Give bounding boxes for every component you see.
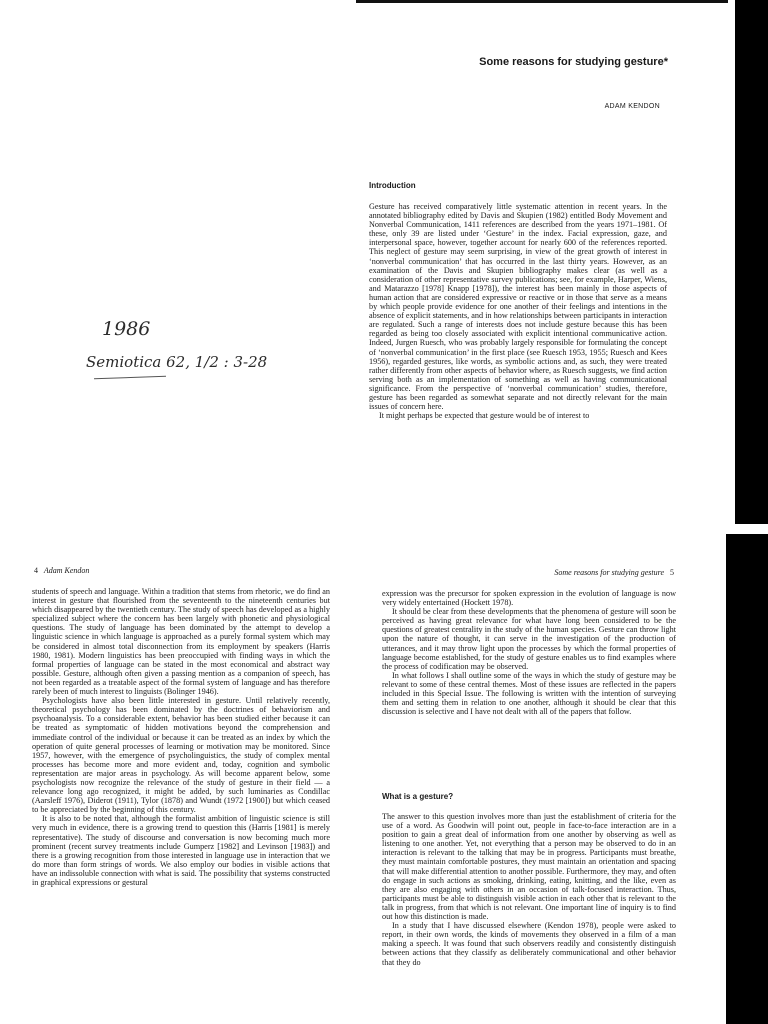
- right-running-head: [382, 568, 674, 577]
- paragraph: It is also to be noted that, although the formalist ambition of linguistic science is still very much in evidence, there is a growing trend to question this (Harris [1981] is merely representative). The study of discourse and conversation is now becoming much more prominent (recent survey treatments include Gumperz [1982] and Levinson [1983]) and there is a growing recognition from those interested in language use in interaction that we do more than form strings of words. We also employ our bodies in visible actions that have an indissoluble connection with what is said. The possibility that systems constructed in graphical expressions or gestural: [32, 814, 330, 887]
- paragraph: Gesture has received comparatively little systematic attention in recent years. In the annotated bibliography edited by Davis and Skupien (1982) entitled Body Movement and Nonverbal Communication, 1411 references are described from the years 1971–1981. Of these, only 39 are listed under ‘Gesture’ in the index. Facial expression, gaze, and interpersonal space, however, together account for nearly 600 of the references reported. This neglect of gesture may seem surprising, in view of the great growth of interest in ‘nonverbal communication’ that has occurred in the last thirty years. However, as an examination of the Davis and Skupien bibliography makes clear (as well as a consideration of other representative survey publications; see, for example, Harper, Wiens, and Matarazzo [1978] Knapp [1978]), the interest has been mainly in those aspects of human action that are considered expressive or reactive or in those that serve as a means by which people provide evidence for one another of their feelings and intentions in the absence of explicit statements, and in how relationships between participants in interaction are regulated. Such a range of interests does not include gesture because this has been regarded as being too closely associated with explicit intentional communicative action. Indeed, Jurgen Ruesch, who was probably largely responsible for formulating the concept of ‘nonverbal communication’ in the first place (see Ruesch 1953, 1955; Ruesch and Kees 1956), regarded gestures, like words, as symbolic actions and, as such, they were treated rather differently from other aspects of behavior where, as Ruesch suggests, we find action serving both as an implementation of something as well as having communicational significance. From the perspective of ‘nonverbal communication’ studies, therefore, gesture has been regarded as somewhat separate and not directly relevant for the main issues of concern here.: [369, 202, 667, 412]
- paragraph: The answer to this question involves more than just the establishment of criteria for the use of a word. As Goodwin will point out, people in face-to-face interaction are in a position to gain a great deal of information from one another by observing as well as listening to one another. Yet, not everything that a person may be observed to do in an interaction is relevant to the talking that may be in progress. Participants must breathe, they must maintain comfortable postures, they must maintain an orientation and spacing that will make differential attention to another possible. Furthermore, they may, and often do engage in such actions as smoking, drinking, eating, knitting, and the like, even as they are also engaging with others in an occasion of talk-focused interaction. Thus, participants must be able to distinguish visible action in each other that is relevant to the talk in progress, from that which is not relevant. One important line of inquiry is to find out how this distinction is made.: [382, 812, 676, 922]
- paragraph: It should be clear from these developments that the phenomena of gesture will soon be perceived as having great relevance for what have long been considered to be the questions of greatest centrality in the study of the human species. Gesture can throw light upon the nature of thought, it can serve in the investigation of the production of utterances, and it may throw light upon the processes by which the formal properties of language become established, for the study of gesture enables us to find examples where the process of codification may be observed.: [382, 607, 676, 671]
- page-top-rule: [356, 0, 728, 3]
- gesture-heading: What is a gesture?: [382, 792, 454, 801]
- paragraph: In a study that I have discussed elsewhere (Kendon 1978), people were asked to report, in their own words, the kinds of movements they observed in a film of a man making a speech. It was found that such observers readily and consistently distinguish between actions that they classify as deliberately communicational and other behavior that they do: [382, 921, 676, 967]
- right-page-body-b: [382, 812, 676, 1024]
- article-title: Some reasons for studying gesture*: [479, 56, 668, 68]
- handwritten-citation: Semiotica 62, 1/2 : 3-28: [86, 353, 268, 371]
- scan-edge-bar-bottom: [726, 534, 768, 1024]
- paragraph: It might perhaps be expected that gesture would be of interest to: [379, 411, 590, 421]
- handwritten-year: 1986: [102, 318, 151, 340]
- left-page-body: [32, 587, 330, 1024]
- page-number: 4: [34, 566, 38, 575]
- running-head-title: Some reasons for studying gesture: [554, 568, 664, 577]
- introduction-body: [369, 202, 667, 526]
- left-running-head: [34, 566, 89, 575]
- page-number: 5: [670, 568, 674, 577]
- right-page-body-a: [382, 589, 676, 771]
- introduction-heading: Introduction: [369, 181, 416, 190]
- paragraph: students of speech and language. Within a tradition that stems from rhetoric, we do find an interest in gesture that flourished from the seventeenth to the nineteenth centuries but which disappeared by the twentieth century. The study of speech has developed as a highly specialized subject where the concern has been largely with phonetic and physiological questions. The study of language has been dominated by the attempt to develop a linguistic science in which language is approached as a purely formal system which may be considered in almost total disconnection from its employment by speakers (Harris 1980, 1981). Modern linguistics has been preoccupied with finding ways in which the formal properties of language can be stated in the most economical and abstract way possible. Gesture, although often given a passing mention as a companion of speech, has not been regarded as a treatable aspect of the formal system of language and has therefore rarely been of much interest to linguists (Bolinger 1946).: [32, 587, 330, 697]
- paragraph: Psychologists have also been little interested in gesture. Until relatively recently, theoretical psychology has been dominated by the doctrines of behaviorism and psychoanalysis. To a considerable extent, behavior has been studied either because it can be treated as symptomatic of hidden motivations beyond the comprehension and immediate control of the individual or because it can be treated as an index by which the operation of quite general processes of learning or motivation may be monitored. Since 1957, however, with the emergence of psycholinguistics, the study of complex mental processes has become more and more evident and, today, cognition and symbolic representation are major areas in psychology. As will become apparent below, some psychologists now recognize the relevance of the study of gesture in their field — a relevance long ago recognized, it might be added, by such luminaries as Condillac (Aarsleff 1976), Diderot (1911), Tylor (1878) and Wundt (1972 [1900]) but which ceased to be appreciated by the beginning of this century.: [32, 696, 330, 815]
- running-head-author: Adam Kendon: [43, 566, 90, 575]
- paragraph: In what follows I shall outline some of the ways in which the study of gesture may be relevant to some of these central themes. Most of these issues are reflected in the papers included in this Special Issue. The following is written with the intention of surveying them and setting them in relation to one another, although it should be clear that this discussion is selective and I have not dealt with all of the papers that follow.: [382, 670, 676, 717]
- scan-edge-bar-top: [735, 0, 768, 524]
- handwritten-underline: [94, 376, 166, 380]
- paragraph: expression was the precursor for spoken expression in the evolution of language is now very widely entertained (Hockett 1978).: [382, 589, 676, 608]
- article-author: ADAM KENDON: [604, 103, 660, 110]
